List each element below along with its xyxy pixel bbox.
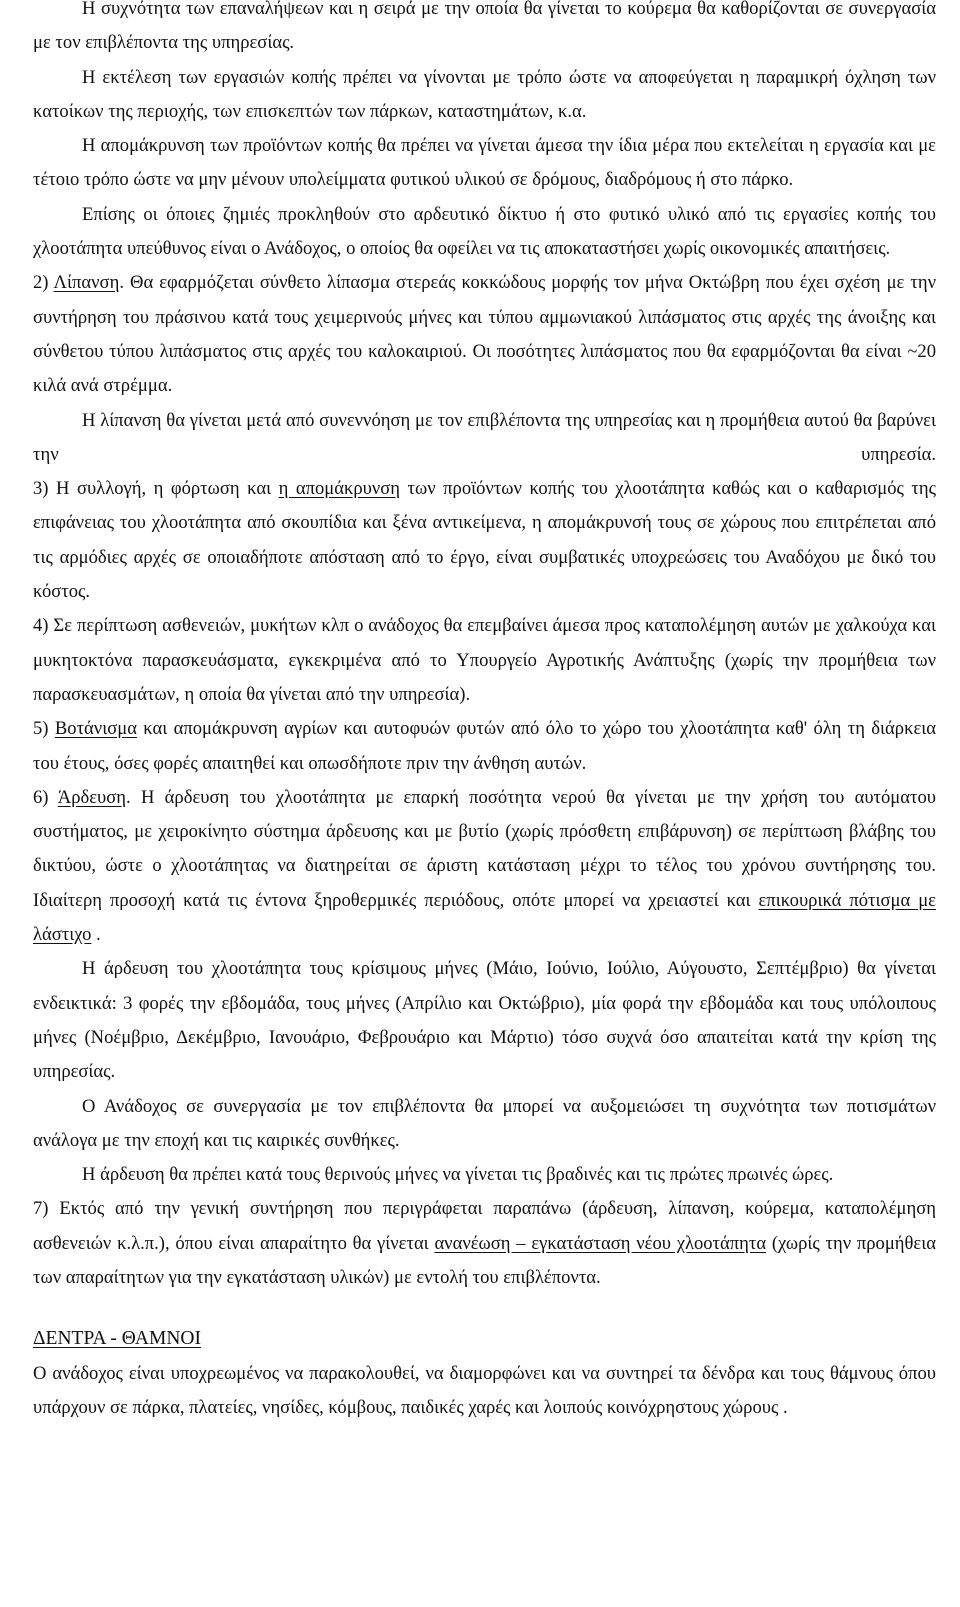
item-6-underlined-end: επικουρικά πότισμα με λάστιχο — [33, 889, 936, 946]
item-2-title: Λίπανση — [53, 272, 120, 294]
item-3-collection — [33, 472, 936, 609]
item-4-diseases: 4) Σε περίπτωση ασθενειών, μυκήτων κλπ ο ανάδοχος θα επεμβαίνει άμεσα προς καταπολέμηση αυτών με χαλκούχα και μυκητοκτόνα παρασκευάσματα, εγκεκριμένα από το Υπουργείο Αγροτικής Ανάπτυξης (χωρίς την προμήθεια των παρασκευασμάτων, η οποία θα γίνεται από την υπηρεσία). — [33, 615, 936, 705]
item-5-title: Βοτάνισμα — [54, 718, 137, 740]
item-3-prefix: 3) Η συλλογή, η φόρτωση και — [33, 478, 279, 500]
item-3-body: των προϊόντων κοπής του χλοοτάπητα καθώς και ο καθαρισμός της επιφάνειας του χλοοτάπητα από σκουπίδια και ξένα αντικείμενα, η απομάκρυνσή τους σε χώρους που επιτρέπεται από τις αρμόδιες αρχές σε οποιαδήποτε απόσταση από το έργο, είναι συμβατικές υποχρεώσεις του Αναδόχου με δικό του κόστος. — [33, 478, 936, 603]
paragraph-mowing-execution: Η εκτέλεση των εργασιών κοπής πρέπει να γίνονται με τρόπο ώστε να αποφεύγεται η παραμικρή όχληση των κατοίκων της περιοχής, των επισκεπτών των πάρκων, καταστημάτων, κ.α. — [33, 66, 936, 122]
item-6-number: 6) — [33, 786, 58, 808]
item-7-body: (χωρίς την προμήθεια των απαραίτητων για την εγκατάσταση υλικών) με εντολή του επιβλέποντα. — [33, 1232, 936, 1288]
item-3-underlined: η απομάκρυνση — [278, 478, 400, 500]
item-2-continuation: Η λίπανση θα γίνεται μετά από συνεννόηση με τον επιβλέποντα της υπηρεσίας και η προμήθεια αυτού θα βαρύνει την υπηρεσία. — [33, 409, 936, 465]
item-5-number: 5) — [33, 718, 55, 740]
item-6-irrigation — [33, 781, 936, 952]
item-6-title: Άρδευση — [57, 786, 126, 808]
paragraph-trees-shrubs: Ο ανάδοχος είναι υποχρεωμένος να παρακολουθεί, να διαμορφώνει και να συντηρεί τα δένδρα και τους θάμνους όπου υπάρχουν σε πάρκα, πλατείες, νησίδες, κόμβους, παιδικές χαρές και λοιπούς κοινόχρηστους χώρους . — [33, 1362, 936, 1418]
paragraph-irrigation-frequency: Ο Ανάδοχος σε συνεργασία με τον επιβλέποντα θα μπορεί να αυξομειώσει τη συχνότητα των ποτισμάτων ανάλογα με την εποχή και τις καιρικές συνθήκες. — [33, 1095, 936, 1151]
item-2-number: 2) — [33, 272, 54, 294]
item-5-weeding — [33, 712, 936, 781]
item-6-end: . — [91, 924, 101, 946]
item-7-renewal — [33, 1192, 936, 1295]
item-2-body: . Θα εφαρμόζεται σύνθετο λίπασμα στερεάς κοκκώδους μορφής τον μήνα Οκτώβρη που έχει σχέση με την συντήρηση του πράσινου κατά τους χειμερινούς μήνες και τύπου αμμωνιακού λιπάσματος στις αρχές της άνοιξης και σύνθετου τύπου λιπάσματος στις αρχές του καλοκαιριού. Οι ποσότητες λιπάσματος που θα εφαρμόζονται θα είναι ~20 κιλά ανά στρέμμα. — [33, 272, 937, 397]
paragraph-cuttings-removal: Η απομάκρυνση των προϊόντων κοπής θα πρέπει να γίνεται άμεσα την ίδια μέρα που εκτελείται η εργασία και με τέτοιο τρόπο ώστε να μην μένουν υπολείμματα φυτικού υλικού σε δρόμους, διαδρόμους ή στο πάρκο. — [33, 135, 936, 191]
item-7-prefix: 7) Εκτός από την γενική συντήρηση που περιγράφεται παραπάνω (άρδευση, λίπανση, κούρεμα, καταπολέμηση ασθενειών κ.λ.π.), όπου είναι απαραίτητο θα γίνεται — [33, 1198, 936, 1254]
item-6-body: . Η άρδευση του χλοοτάπητα με επαρκή ποσότητα νερού θα γίνεται με την χρήση του αυτόματου συστήματος, με χειροκίνητο σύστημα άρδευσης και με βυτίο (χωρίς πρόσθετη επιβάρυνση) σε περίπτωση βλάβης του δικτύου, ώστε ο χλοοτάπητας να διατηρείται σε άριστη κατάσταση μέχρι το τέλος του χρόνου συντήρησης του. Ιδιαίτερη προσοχή κατά τις έντονα ξηροθερμικές περιόδους, οπότε μπορεί να χρειαστεί και — [33, 786, 936, 911]
section-heading — [33, 1322, 936, 1356]
section-spacer — [33, 1295, 936, 1322]
item-2-fertilization — [33, 266, 936, 403]
item-5-body: και απομάκρυνση αγρίων και αυτοφυών φυτών από όλο το χώρο του χλοοτάπητα καθ' όλη τη διάρκεια του έτους, όσες φορές απαιτηθεί και οπωσδήποτε πριν την άνθηση αυτών. — [33, 718, 937, 774]
section-heading-text: ΔΕΝΤΡΑ - ΘΑΜΝΟΙ — [33, 1328, 201, 1350]
paragraph-irrigation-schedule: Η άρδευση του χλοοτάπητα τους κρίσιμους μήνες (Μάιο, Ιούνιο, Ιούλιο, Αύγουστο, Σεπτέμβριο) θα γίνεται ενδεικτικά: 3 φορές την εβδομάδα, τους μήνες (Απρίλιο και Οκτώβριο), μία φορά την εβδομάδα και τους υπόλοιπους μήνες (Νοέμβριο, Δεκέμβριο, Ιανουάριο, Φεβρουάριο και Μάρτιο) τόσο συχνά όσο απαιτείται κατά την κρίση της υπηρεσίας. — [33, 958, 936, 1083]
item-7-underlined: ανανέωση – εγκατάσταση νέου χλοοτάπητα — [434, 1232, 767, 1254]
paragraph-mowing-frequency: Η συχνότητα των επαναλήψεων και η σειρά με την οποία θα γίνεται το κούρεμα θα καθορίζονται σε συνεργασία με τον επιβλέποντα της υπηρεσίας. — [33, 0, 936, 54]
paragraph-irrigation-hours: Η άρδευση θα πρέπει κατά τους θερινούς μήνες να γίνεται τις βραδινές και τις πρώτες πρωινές ώρες. — [82, 1164, 834, 1186]
paragraph-damages: Επίσης οι όποιες ζημιές προκληθούν στο αρδευτικό δίκτυο ή στο φυτικό υλικό από τις εργασίες κοπής του χλοοτάπητα υπεύθυνος είναι ο Ανάδοχος, ο οποίος θα οφείλει να τις αποκαταστήσει χωρίς οικονομικές απαιτήσεις. — [33, 203, 936, 260]
